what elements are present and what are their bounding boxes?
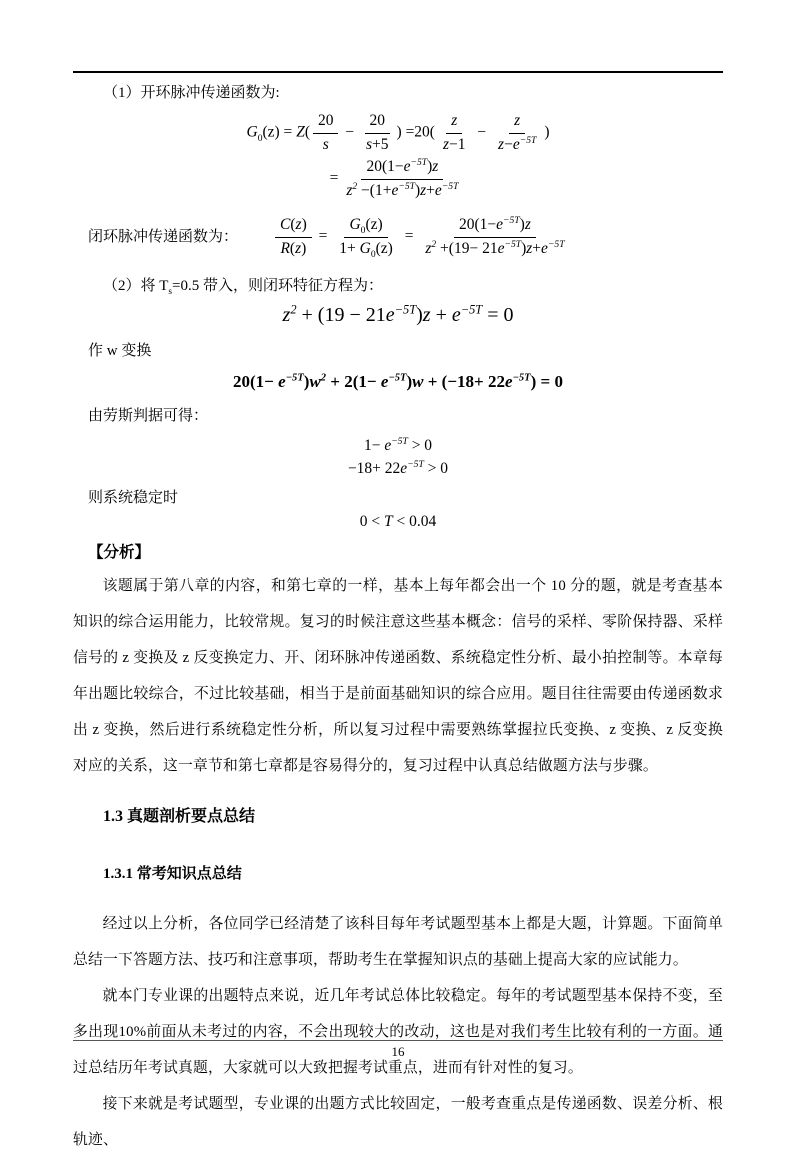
routh-inequality-1: $1- e^{-5T} > 0$	[363, 435, 433, 454]
paragraph-exam-pattern: 就本门专业课的出题特点来说，近几年考试总体比较稳定。每年的考试题型基本保持不变，至多出现10%前面从未考过的内容，不会出现较大的改动，这也是对我们考生比较有利的一方面。通过总结历年考试真题，大家就可以大致把握考试重点，进而有针对性的复习。	[73, 987, 723, 1076]
analysis-title: 【分析】	[88, 543, 151, 561]
paragraph-exam-types: 接下来就是考试题型，专业课的出题方式比较固定，一般考查重点是传递函数、误差分析、根轨迹、	[73, 1095, 723, 1148]
closed-loop-row	[73, 215, 723, 261]
characteristic-eq-label: （2）将 $T_s=0.5$ 带入，则闭环特征方程为：	[103, 277, 384, 297]
paragraph-exam-summary: 经过以上分析，各位同学已经清楚了该科目每年考试题型基本上都是大题，计算题。下面简单总结一下答题方法、技巧和注意事项，帮助考生在掌握知识点的基础上提高大家的应试能力。	[73, 915, 723, 968]
w-transform-formula: $20(1- e^{-5T})w^2 + 2(1- e^{-5T})w + (-18+ 22e^{-5T}) = 0$	[233, 371, 563, 391]
routh-label: 由劳斯判据可得：	[88, 407, 209, 424]
page-footer	[73, 1040, 723, 1060]
w-transform-label: 作 w 变换	[88, 342, 152, 359]
stability-condition: 0 < T < 0.04	[359, 513, 437, 531]
stability-label: 则系统稳定时	[88, 490, 179, 507]
routh-inequality-2: $-18+ 22e^{-5T} > 0$	[347, 458, 449, 477]
characteristic-eq-formula: $z^2 + (19 - 21e^{-5T})z + e^{-5T} = 0$	[282, 301, 514, 326]
section-heading-1-3-1: 1.3.1 常考知识点总结	[103, 865, 242, 882]
closed-loop-label: 闭环脉冲传递函数为：	[88, 228, 239, 245]
page-number: 16	[391, 1044, 405, 1059]
closed-loop-formula: $\frac{C(z)}{R(z)}$ = $\frac{G_0(z)}{1+ G_0(z)}$ = $\frac{20(1-e^{-5T})z}{z^2 +(19- 21e^{-5T})z+e^{-5T}}$	[272, 216, 573, 258]
open-loop-formula-line1: $G_0(z) = Z$( $\frac{20}{s}$ − $\frac{20}{s+5}$ ) =20( $\frac{z}{z-1}$ − $\frac{z}{z-e^{-5T}}$ )	[246, 112, 550, 153]
footer-rule	[73, 1040, 723, 1041]
open-loop-formula-line2: = $\frac{20(1-e^{-5T})z}{z^2 -(1+e^{-5T})z+e^{-5T}}$	[329, 157, 459, 199]
section-heading-1-3: 1.3 真题剖析要点总结	[103, 807, 256, 825]
analysis-body: 该题属于第八章的内容，和第七章的一样，基本上每年都会出一个 10 分的题，就是考查基本知识的综合运用能力，比较常规。复习的时候注意这些基本概念：信号的采样、零阶保持器、采样信号的 z 变换及 z 反变换定力、开、闭环脉冲传递函数、系统稳定性分析、最小拍控制等。本章每年出题比较综合，不过比较基础，相当于是前面基础知识的综合应用。题目往往需要由传递函数求出 z 变换，然后进行系统稳定性分析，所以复习过程中需要熟练掌握拉氏变换、z 变换、z 反变换对应的关系，这一章节和第七章都是容易得分的，复习过程中认真总结做题方法与步骤。	[73, 577, 723, 774]
page-content	[73, 0, 723, 1158]
top-rule	[73, 71, 723, 73]
open-loop-label: （1）开环脉冲传递函数为:	[103, 85, 280, 101]
